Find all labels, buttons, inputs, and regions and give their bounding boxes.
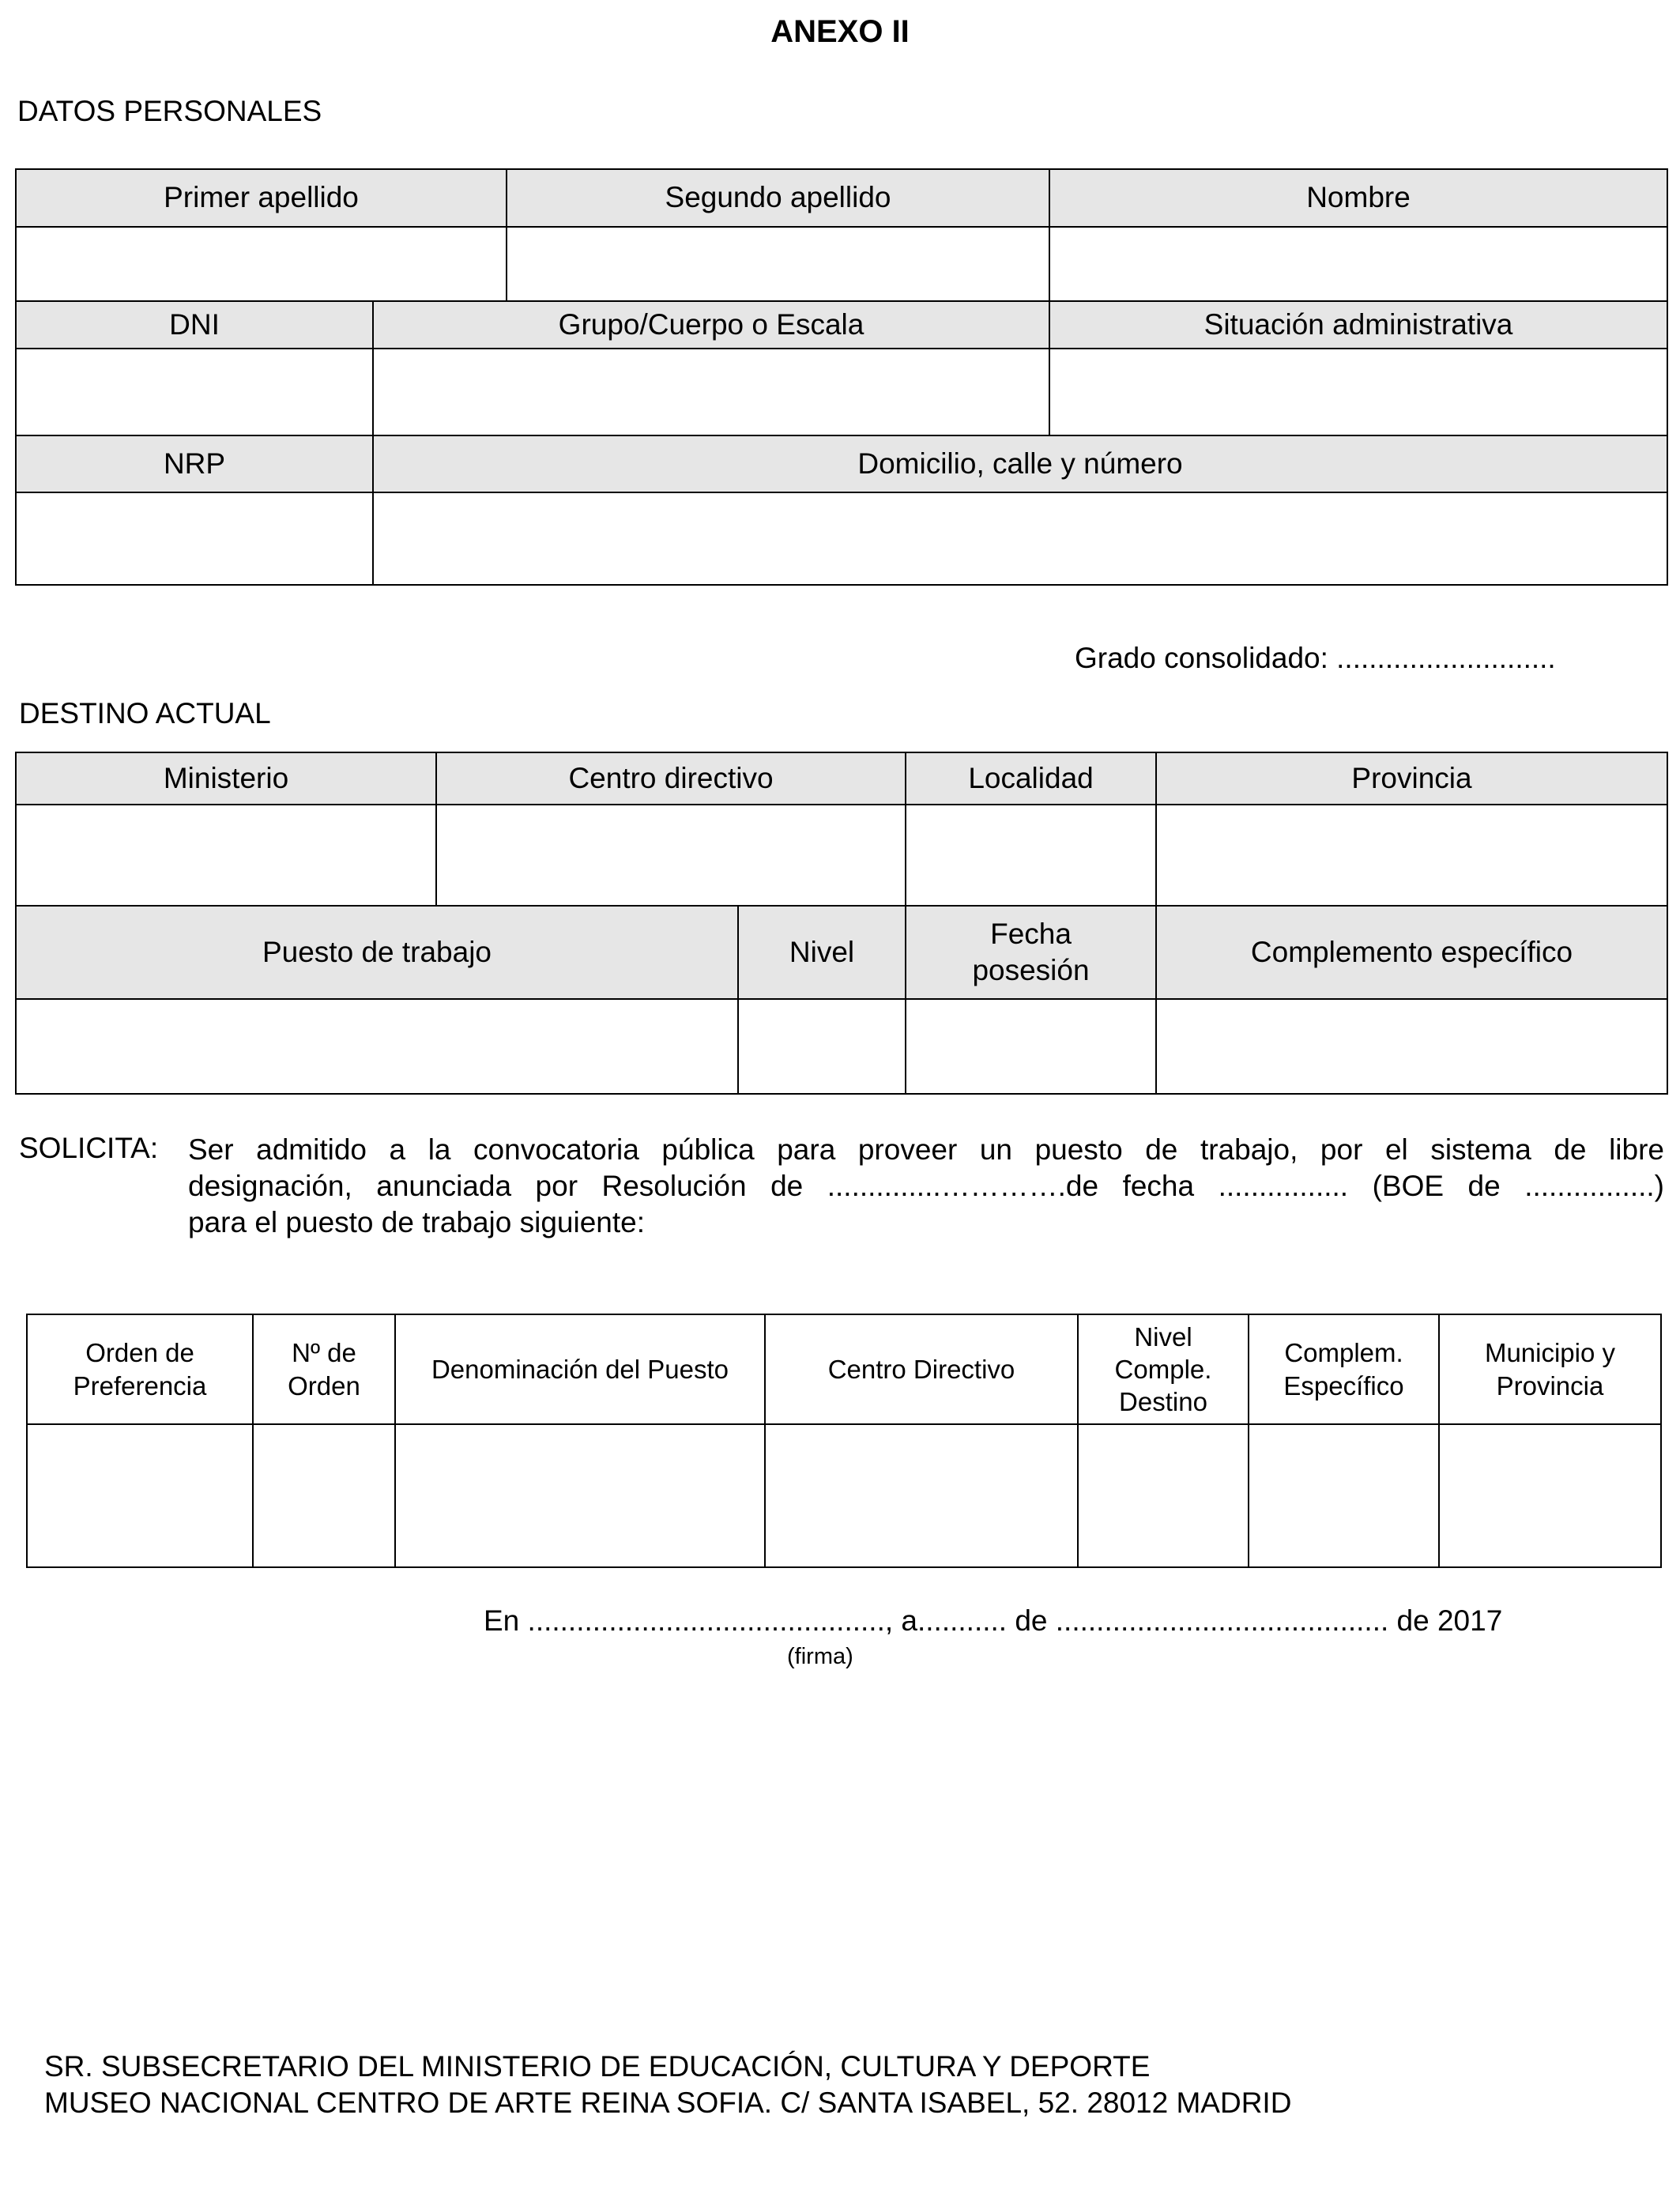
- solicita-label: SOLICITA:: [19, 1132, 159, 1164]
- header-nivel: Nivel: [738, 906, 906, 999]
- footer-line-1: SR. SUBSECRETARIO DEL MINISTERIO DE EDUCACIÓN, CULTURA Y DEPORTE: [44, 2050, 1151, 2083]
- header-orden-preferencia: Orden de Preferencia: [27, 1314, 253, 1424]
- header-numero-orden: Nº de Orden: [253, 1314, 395, 1424]
- field-complem-especifico[interactable]: [1249, 1424, 1439, 1567]
- field-ministerio[interactable]: [16, 805, 436, 906]
- header-complem-especifico: Complem. Específico: [1249, 1314, 1439, 1424]
- field-situacion-administrativa[interactable]: [1049, 349, 1667, 435]
- section-datos-personales: DATOS PERSONALES: [17, 95, 322, 127]
- page-title: ANEXO II: [770, 14, 910, 49]
- field-centro-directivo-pref[interactable]: [765, 1424, 1078, 1567]
- header-ministerio: Ministerio: [16, 752, 436, 805]
- header-puesto-trabajo: Puesto de trabajo: [16, 906, 738, 999]
- header-municipio-provincia: Municipio y Provincia: [1439, 1314, 1661, 1424]
- field-nivel-comple-destino[interactable]: [1078, 1424, 1249, 1567]
- footer-line-2: MUSEO NACIONAL CENTRO DE ARTE REINA SOFIA. C/ SANTA ISABEL, 52. 28012 MADRID: [44, 2087, 1292, 2119]
- field-nrp[interactable]: [16, 492, 373, 585]
- header-centro-directivo-pref: Centro Directivo: [765, 1314, 1078, 1424]
- destino-actual-table: [15, 752, 1668, 1095]
- header-complemento-especifico: Complemento específico: [1156, 906, 1667, 999]
- header-primer-apellido: Primer apellido: [16, 169, 507, 227]
- header-grupo-cuerpo: Grupo/Cuerpo o Escala: [373, 301, 1049, 349]
- field-segundo-apellido[interactable]: [507, 227, 1049, 301]
- header-localidad: Localidad: [906, 752, 1156, 805]
- field-localidad[interactable]: [906, 805, 1156, 906]
- field-grupo-cuerpo[interactable]: [373, 349, 1049, 435]
- header-centro-directivo: Centro directivo: [436, 752, 906, 805]
- field-centro-directivo[interactable]: [436, 805, 906, 906]
- section-destino-actual: DESTINO ACTUAL: [19, 697, 271, 729]
- field-complemento-especifico[interactable]: [1156, 999, 1667, 1094]
- preferencias-table: [26, 1314, 1662, 1568]
- header-nombre: Nombre: [1049, 169, 1667, 227]
- field-provincia[interactable]: [1156, 805, 1667, 906]
- header-segundo-apellido: Segundo apellido: [507, 169, 1049, 227]
- solicita-line-2: designación, anunciada por Resolución de ..............………….de fecha ................ (BOE de ................): [188, 1170, 1664, 1202]
- field-orden-preferencia[interactable]: [27, 1424, 253, 1567]
- datos-personales-table: [15, 168, 1668, 586]
- header-domicilio: Domicilio, calle y número: [373, 435, 1667, 492]
- field-nivel[interactable]: [738, 999, 906, 1094]
- header-nivel-comple-destino: Nivel Comple. Destino: [1078, 1314, 1249, 1424]
- field-fecha-posesion[interactable]: [906, 999, 1156, 1094]
- field-nombre[interactable]: [1049, 227, 1667, 301]
- footer-address: [44, 2049, 1291, 2121]
- field-domicilio[interactable]: [373, 492, 1667, 585]
- firma-label: (firma): [787, 1644, 853, 1669]
- field-puesto-trabajo[interactable]: [16, 999, 738, 1094]
- field-denominacion-puesto[interactable]: [395, 1424, 765, 1567]
- solicita-text: [188, 1132, 1664, 1241]
- field-primer-apellido[interactable]: [16, 227, 507, 301]
- grado-consolidado: Grado consolidado: ...........................: [1075, 642, 1556, 674]
- field-dni[interactable]: [16, 349, 373, 435]
- field-numero-orden[interactable]: [253, 1424, 395, 1567]
- header-denominacion-puesto: Denominación del Puesto: [395, 1314, 765, 1424]
- header-situacion-administrativa: Situación administrativa: [1049, 301, 1667, 349]
- header-nrp: NRP: [16, 435, 373, 492]
- field-municipio-provincia[interactable]: [1439, 1424, 1661, 1567]
- header-fecha-posesion: Fecha posesión: [906, 906, 1156, 999]
- solicita-line-1: Ser admitido a la convocatoria pública para proveer un puesto de trabajo, por el sistema de libre: [188, 1133, 1664, 1166]
- header-dni: DNI: [16, 301, 373, 349]
- solicita-line-3: para el puesto de trabajo siguiente:: [188, 1206, 646, 1238]
- header-provincia: Provincia: [1156, 752, 1667, 805]
- firma-fecha-line: En ............................................, a........... de ......................................... de 2017: [484, 1604, 1503, 1637]
